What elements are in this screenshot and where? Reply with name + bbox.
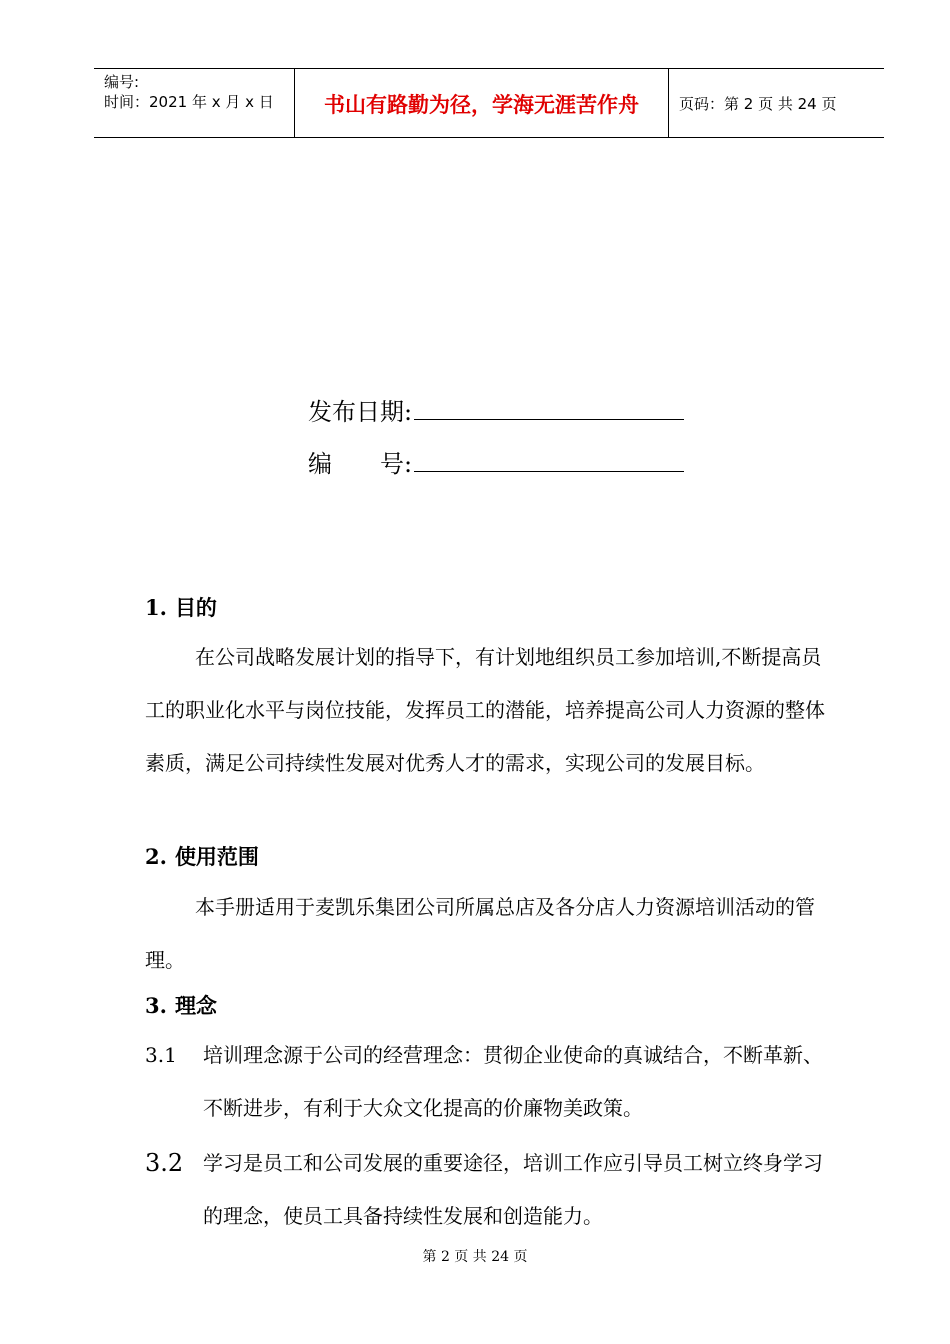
section-heading-1: 1. 目的 (145, 595, 217, 620)
list-item-3-2 (145, 1137, 835, 1243)
section-heading-2: 2. 使用范围 (145, 844, 259, 869)
page-header (94, 68, 884, 138)
publish-date-label: 发布日期: (308, 398, 413, 426)
header-meta-cell (94, 69, 294, 137)
section-paragraph-1: 在公司战略发展计划的指导下，有计划地组织员工参加培训,不断提高员工的职业化水平与岗位技能，发挥员工的潜能，培养提高公司人力资源的整体素质，满足公司持续性发展对优秀人才的需求，实现公司的发展目标。 (145, 645, 825, 775)
item-number: 3.1 (145, 1043, 177, 1067)
item-text: 学习是员工和公司发展的重要途径，培训工作应引导员工树立终身学习的理念，使员工具备持续性发展和创造能力。 (203, 1151, 823, 1228)
item-text: 培训理念源于公司的经营理念：贯彻企业使命的真诚结合，不断革新、不断进步，有利于大众文化提高的价廉物美政策。 (203, 1043, 823, 1120)
page-info: 页码：第 2 页 共 24 页 (679, 95, 837, 113)
time-label: 时间：2021 年 x 月 x 日 (104, 93, 274, 111)
section-heading-3: 3. 理念 (145, 993, 217, 1018)
number-label: 编号: (104, 73, 140, 91)
publish-date-field (308, 392, 684, 427)
motto: 书山有路勤为径，学海无涯苦作舟 (324, 93, 639, 117)
list-item-3-1 (145, 1029, 835, 1135)
section-paragraph-2: 本手册适用于麦凯乐集团公司所属总店及各分店人力资源培训活动的管理。 (145, 895, 815, 972)
item-number: 3.2 (145, 1149, 184, 1177)
header-page-cell (669, 69, 884, 137)
page-footer: 第 2 页 共 24 页 (422, 1249, 528, 1265)
number-label-part2: 号: (380, 450, 413, 478)
number-label-part1: 编 (308, 450, 332, 478)
document-number-field (308, 444, 684, 479)
document-number-blank (414, 449, 684, 472)
publish-date-blank (414, 397, 684, 420)
header-motto-cell (294, 69, 669, 137)
